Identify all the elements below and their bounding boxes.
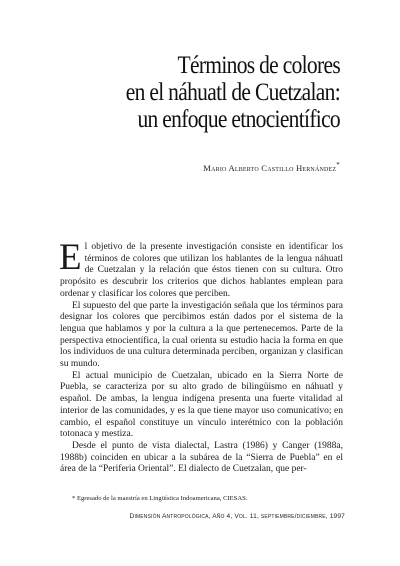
journal-citation: Dimensión Antropológica, Año 4, Vol. 11, septiembre/diciembre, 1997 <box>129 513 345 520</box>
paragraph-2: El supuesto del que parte la investigación señala que los términos para designar los colores que percibimos están dados por el sistema de la lengua que hablamos y por la cultura a la que pertenecemos. Parte de la perspectiva etnocientífica, la cual orienta su estudio hacia la forma en que los individuos de una cultura determinada perciben, organizan y clasifican su mundo. <box>60 300 343 370</box>
footnote <box>72 495 352 502</box>
paragraph-1 <box>59 237 343 301</box>
paragraph-3: El actual municipio de Cuetzalan, ubicado en la Sierra Norte de Puebla, se caracteriza por su alto grado de bilingüismo en náhuatl y español. De ambas, la lengua indígena presenta una fuerte vitalidad al interior de las comunidades, y es la que tiene mayor uso comunicativo; en cambio, el español constituye un vínculo interétnico con la población totonaca y mestiza. <box>60 370 343 440</box>
footnote-text: Egresado de la maestría en Lingüística Indoamericana, <box>76 495 224 502</box>
title-line-3: un enfoque etnocientífico <box>137 106 340 133</box>
footnote-mark: * <box>72 495 76 502</box>
author-byline <box>203 163 340 173</box>
footnote-org: CIESAS <box>223 495 246 502</box>
paragraph-1-text: l objetivo de la presente investigación consiste en identificar los términos de colores que utilizan los hablantes de la lengua náhuatl de Cuetzalan y la relación que éstos tienen con su cultura. Otro propósito es descubrir los criterios que dichos hablantes emplean para ordenar y clasificar los colores que perciben. <box>60 242 343 299</box>
title-line-2: en el náhuatl de Cuetzalan: <box>125 79 340 106</box>
author-name: Mario Alberto Castillo Hernández <box>203 163 337 173</box>
paragraph-4: Desde el punto de vista dialectal, Lastra (1986) y Canger (1988a, 1988b) coinciden en ubicar a la subárea de la “Sierra de Puebla” en el área de la “Periferia Oriental”. El dialecto de Cuetzalan, que per- <box>60 440 343 475</box>
drop-cap: E <box>59 237 82 278</box>
body-text <box>59 237 343 476</box>
footnote-end: . <box>245 495 248 502</box>
author-footnote-mark: * <box>336 161 340 170</box>
article-title <box>82 52 340 133</box>
title-line-1: Términos de colores <box>177 52 340 79</box>
